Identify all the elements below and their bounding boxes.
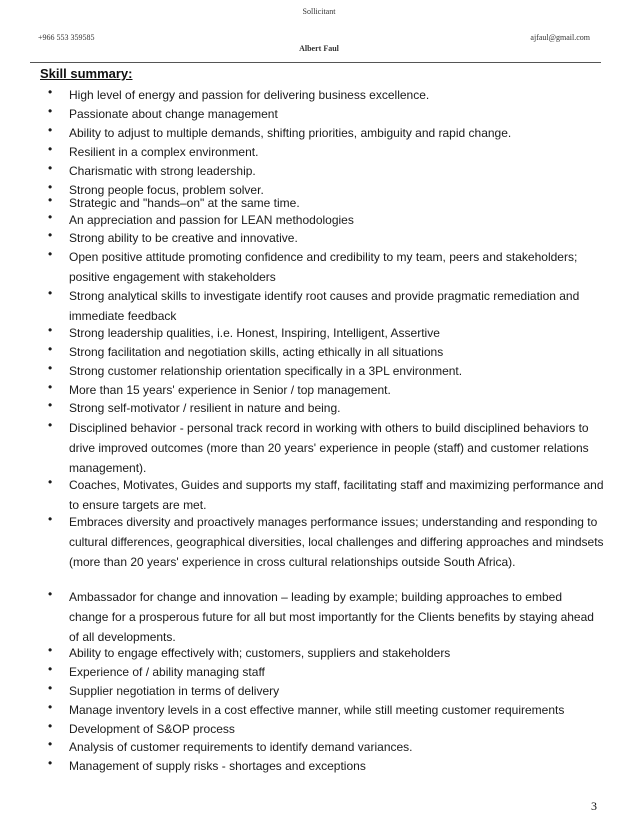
bullet-marker: • [48, 180, 53, 194]
list-item-text: Management of supply risks - shortages and exceptions [69, 759, 366, 773]
bullet-marker: • [48, 193, 53, 207]
bullet-marker: • [48, 681, 53, 695]
list-item-text: Strong people focus, problem solver. [69, 183, 264, 197]
list-item-text: Experience of / ability managing staff [69, 665, 265, 679]
list-item-text: Strong customer relationship orientation specifically in a 3PL environment. [69, 364, 463, 378]
bullet-marker: • [48, 418, 53, 432]
section-heading: Skill summary: [40, 66, 133, 81]
list-item-text: High level of energy and passion for delivering business excellence. [69, 88, 430, 102]
bullet-marker: • [48, 643, 53, 657]
list-item-text: Coaches, Motivates, Guides and supports my staff, facilitating staff and maximizing performance and to ensure targets are met. [69, 478, 604, 512]
bullet-marker: • [48, 380, 53, 394]
bullet-marker: • [48, 228, 53, 242]
header-name: Albert Faul [299, 44, 339, 53]
bullet-marker: • [48, 286, 53, 300]
list-item-text: Strategic and "hands–on" at the same time. [69, 196, 300, 210]
list-item-text: Ability to engage effectively with; customers, suppliers and stakeholders [69, 646, 451, 660]
list-item-text: Supplier negotiation in terms of delivery [69, 684, 280, 698]
bullet-marker: • [48, 210, 53, 224]
bullet-marker: • [48, 161, 53, 175]
bullet-marker: • [48, 756, 53, 770]
list-item-text: Ambassador for change and innovation – leading by example; building approaches to embed change for a prosperous future for all but most importantly for the Clients benefits by staying ahead of all developments. [69, 590, 594, 644]
bullet-marker: • [48, 361, 53, 375]
list-item-text: Open positive attitude promoting confidence and credibility to my team, peers and stakeholders; positive engagement with stakeholders [69, 250, 578, 284]
list-item-text: Ability to adjust to multiple demands, shifting priorities, ambiguity and rapid change. [69, 126, 512, 140]
bullet-marker: • [48, 512, 53, 526]
list-item-text: Strong self-motivator / resilient in nature and being. [69, 401, 341, 415]
header-divider [30, 62, 601, 63]
list-item-text: Strong analytical skills to investigate identify root causes and provide pragmatic remediation and immediate feedback [69, 289, 580, 323]
bullet-marker: • [48, 737, 53, 751]
page-number: 3 [591, 799, 597, 813]
header-title: Sollicitant [302, 7, 336, 16]
list-item-text: Development of S&OP process [69, 722, 235, 736]
bullet-marker: • [48, 587, 53, 601]
bullet-marker: • [48, 342, 53, 356]
list-item-text: More than 15 years' experience in Senior / top management. [69, 383, 391, 397]
list-item-text: Strong ability to be creative and innovative. [69, 231, 298, 245]
bullet-marker: • [48, 475, 53, 489]
list-item-text: Charismatic with strong leadership. [69, 164, 256, 178]
bullet-marker: • [48, 247, 53, 261]
header-email: ajfaul@gmail.com [530, 33, 590, 42]
list-item-text: Disciplined behavior - personal track record in working with others to build disciplined behaviors to drive improved outcomes (more than 20 years' experience in people (staff) and customer relations management). [69, 421, 589, 475]
bullet-marker: • [48, 398, 53, 412]
bullet-marker: • [48, 323, 53, 337]
bullet-marker: • [48, 719, 53, 733]
list-item-text: Embraces diversity and proactively manages performance issues; understanding and responding to cultural differences, geographical diversities, local challenges and differing approaches and mindsets (more than 20 years' experience in cross cultural relationships outside South Africa). [69, 515, 604, 569]
bullet-marker: • [48, 104, 53, 118]
list-item-text: Passionate about change management [69, 107, 278, 121]
bullet-marker: • [48, 142, 53, 156]
header-phone: +966 553 359585 [38, 33, 95, 42]
bullet-marker: • [48, 123, 53, 137]
list-item-text: Manage inventory levels in a cost effective manner, while still meeting customer requirements [69, 703, 565, 717]
list-item-text: An appreciation and passion for LEAN methodologies [69, 213, 354, 227]
list-item-text: Strong facilitation and negotiation skills, acting ethically in all situations [69, 345, 444, 359]
list-item-text: Analysis of customer requirements to identify demand variances. [69, 740, 413, 754]
list-item-text: Resilient in a complex environment. [69, 145, 259, 159]
list-item-text: Strong leadership qualities, i.e. Honest, Inspiring, Intelligent, Assertive [69, 326, 440, 340]
page-header [0, 0, 638, 62]
bullet-marker: • [48, 85, 53, 99]
bullet-marker: • [48, 700, 53, 714]
bullet-marker: • [48, 662, 53, 676]
